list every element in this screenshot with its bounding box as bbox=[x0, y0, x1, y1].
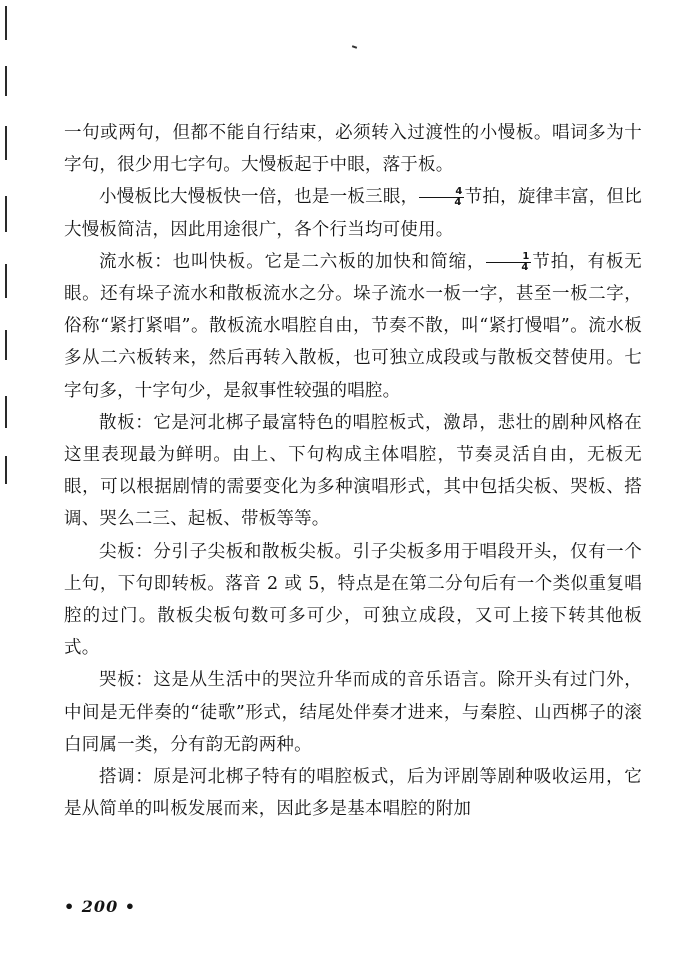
paragraph-text: 节拍，有板无眼。还有垛子流水和散板流水之分。垛子流水一板一字，甚至一板二字，俗称“紧打紧唱”。散板流水唱腔自由，节奏不散，叫“紧打慢唱”。流水板多从二六板转来，然后再转入散板，也可独立成段或与散板交替使用。七字句多，十字句少，是叙事性较强的唱腔。 bbox=[64, 251, 642, 401]
paragraph-p4 bbox=[64, 407, 642, 536]
fraction-denominator: 4 bbox=[454, 197, 462, 209]
paragraph-text: 哭板：这是从生活中的哭泣升华而成的音乐语言。除开头有过门外，中间是无伴奏的“徒歌”形式，结尾处伴奏才进来，与秦腔、山西梆子的滚白同属一类，分有韵无韵两种。 bbox=[64, 670, 642, 755]
paragraph-text: 小慢板比大慢板快一倍，也是一板三眼， bbox=[99, 187, 419, 208]
binding-mark bbox=[5, 196, 7, 232]
paragraph-text: 搭调：原是河北梆子特有的唱腔板式，后为评剧等剧种吸收运用，它是从简单的叫板发展而来，因此多是基本唱腔的附加 bbox=[64, 767, 642, 820]
binding-mark bbox=[5, 456, 7, 484]
time-signature-fraction bbox=[486, 252, 530, 273]
paragraph-p7 bbox=[64, 761, 642, 825]
binding-mark bbox=[5, 6, 7, 40]
paragraph-p2 bbox=[64, 181, 642, 245]
binding-mark bbox=[5, 126, 7, 160]
paragraph-p5 bbox=[64, 536, 642, 665]
binding-mark bbox=[5, 330, 7, 360]
paragraph-text: 节拍，旋律丰富，但比大慢板简洁，因此用途很广，各个行当均可使用。 bbox=[64, 187, 642, 240]
scan-speck bbox=[352, 45, 357, 49]
paragraph-p3 bbox=[64, 246, 642, 407]
paragraph-text: 尖板：分引子尖板和散板尖板。引子尖板多用于唱段开头，仅有一个上句，下句即转板。落音 2 或 5，特点是在第二分句后有一个类似重复唱腔的过门。散板尖板句数可多可少，可独立成段，又可上接下转其他板式。 bbox=[64, 541, 642, 659]
paragraph-p6 bbox=[64, 664, 642, 761]
binding-mark bbox=[5, 66, 7, 96]
page-number: • 200 • bbox=[64, 897, 136, 916]
binding-mark bbox=[5, 264, 7, 298]
body-text bbox=[64, 117, 642, 825]
fraction-denominator: 4 bbox=[521, 261, 529, 273]
paragraph-text: 一句或两句，但都不能自行结束，必须转入过渡性的小慢板。唱词多为十字句，很少用七字句。大慢板起于中眼，落于板。 bbox=[64, 123, 642, 176]
fraction-numerator: 1 bbox=[486, 252, 530, 263]
binding-mark bbox=[5, 396, 7, 428]
fraction-numerator: 4 bbox=[419, 187, 463, 198]
paragraph-text: 散板：它是河北梆子最富特色的唱腔板式，激昂，悲壮的剧种风格在这里表现最为鲜明。由上、下句构成主体唱腔，节奏灵活自由，无板无眼，可以根据剧情的需要变化为多种演唱形式，其中包括尖板、哭板、搭调、哭么二三、起板、带板等等。 bbox=[64, 412, 642, 530]
paragraph-p1 bbox=[64, 117, 642, 181]
time-signature-fraction bbox=[419, 187, 463, 208]
paragraph-text: 流水板：也叫快板。它是二六板的加快和简缩， bbox=[99, 251, 486, 272]
